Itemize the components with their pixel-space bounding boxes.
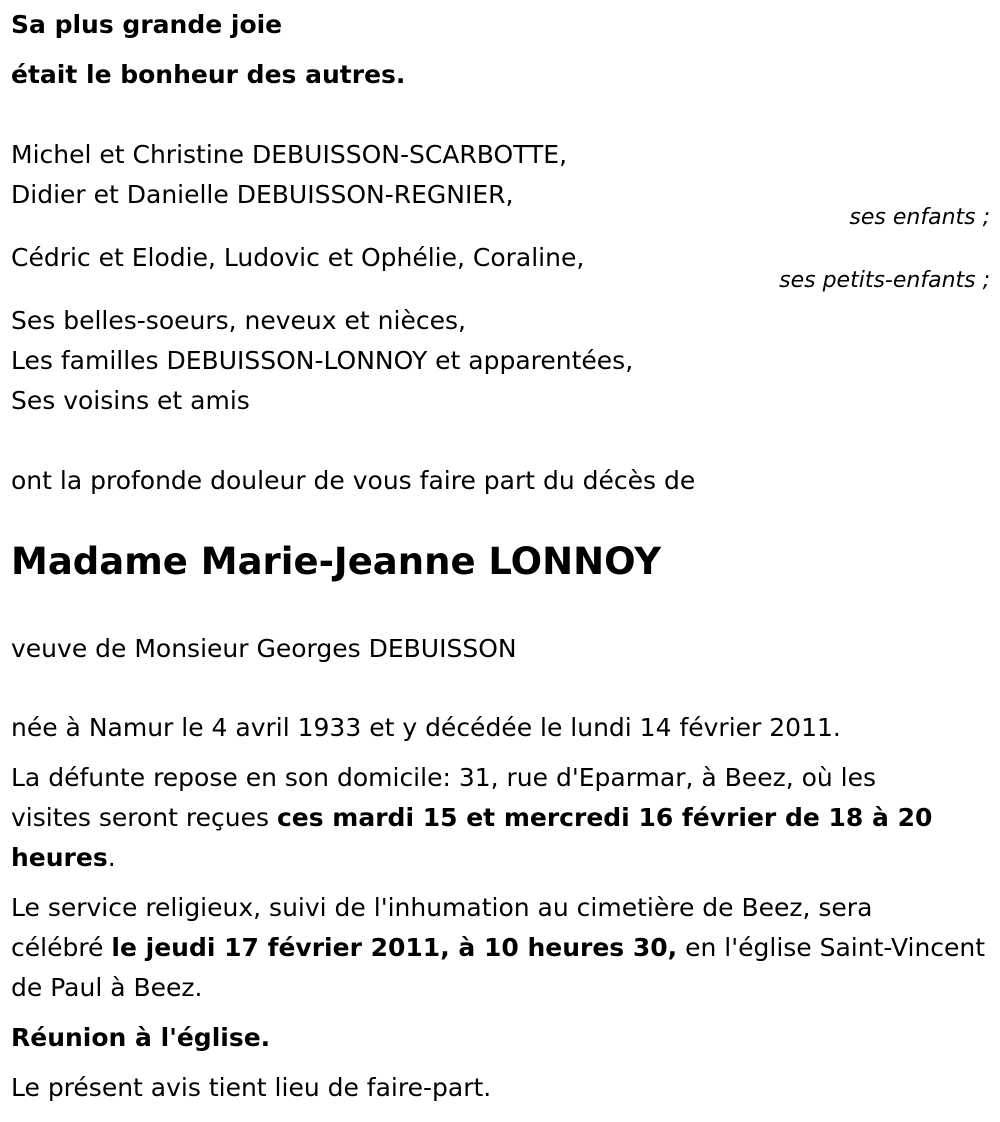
visitation-line-2 bbox=[11, 803, 932, 833]
children-name-1: Michel et Christine DEBUISSON-SCARBOTTE, bbox=[11, 140, 568, 169]
visitation-line-1: La défunte repose en son domicile: 31, rue d'Eparmar, à Beez, où les bbox=[11, 763, 877, 792]
grandchildren-names: Cédric et Elodie, Ludovic et Ophélie, Coraline, bbox=[11, 243, 585, 272]
birth-death-text: née à Namur le 4 avril 1933 et y décédée le lundi 14 février 2011. bbox=[11, 713, 841, 742]
service-prefix: célébré bbox=[11, 933, 112, 962]
service-line-3: de Paul à Beez. bbox=[11, 973, 203, 1002]
others-line-2: Les familles DEBUISSON-LONNOY et apparentées, bbox=[11, 346, 634, 375]
others-line-3: Ses voisins et amis bbox=[11, 386, 250, 415]
service-line-2 bbox=[11, 933, 985, 963]
meeting-note: Réunion à l'église. bbox=[11, 1023, 271, 1052]
epigraph-line-2: était le bonheur des autres. bbox=[11, 60, 406, 89]
children-role: ses enfants ; bbox=[849, 205, 990, 230]
service-line-1: Le service religieux, suivi de l'inhumation au cimetière de Beez, sera bbox=[11, 893, 873, 922]
visitation-suffix: . bbox=[107, 843, 116, 872]
visitation-dates: ces mardi 15 et mercredi 16 février de 18 à 20 bbox=[276, 803, 933, 832]
visitation-prefix: visites seront reçues bbox=[11, 803, 277, 832]
visitation-hours: heures bbox=[11, 843, 108, 872]
service-suffix: en l'église Saint-Vincent bbox=[677, 933, 986, 962]
visitation-line-3 bbox=[11, 843, 116, 873]
others-line-1: Ses belles-soeurs, neveux et nièces, bbox=[11, 306, 466, 335]
widow-of: veuve de Monsieur Georges DEBUISSON bbox=[11, 634, 517, 663]
epigraph-line-1: Sa plus grande joie bbox=[11, 10, 283, 39]
announcement-text: ont la profonde douleur de vous faire part du décès de bbox=[11, 466, 696, 495]
deceased-name: Madame Marie-Jeanne LONNOY bbox=[11, 540, 661, 583]
children-name-2: Didier et Danielle DEBUISSON-REGNIER, bbox=[11, 180, 514, 209]
grandchildren-role: ses petits-enfants ; bbox=[779, 268, 990, 293]
closing-note: Le présent avis tient lieu de faire-part. bbox=[11, 1073, 492, 1102]
service-date: le jeudi 17 février 2011, à 10 heures 30, bbox=[111, 933, 678, 962]
